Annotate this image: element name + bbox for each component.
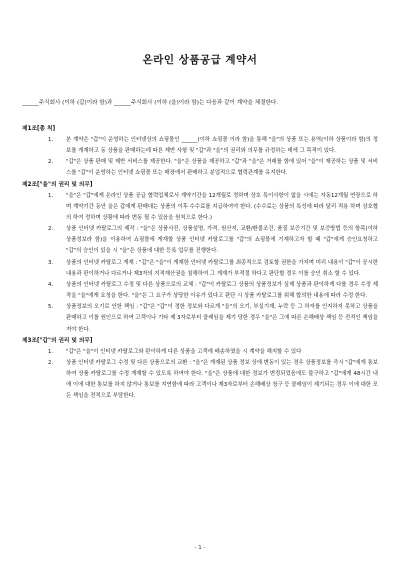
clause-item [22,302,378,335]
clause-text: 상품정보의 오기로 인한 책임 : "갑"은 "갑"이 정한 정보와 다르게 "을"의 오기, 부실기재, 누락 등 그 하자를 인지하지 못하고 상품을 판매하고 이를 원인으로 하여 고객이나 기타 제 3자로부터 클레임을 제기 당한 경우 "을"은 그에 따른 손해배상 책임 등 전적인 책임을 져야 한다. [66,304,378,333]
clause-item [22,157,378,179]
clause-text: "을"은 "갑"에게 온라인 상품 공급 협력업체로서 계약기간을 12개월로 정하며 상호 특이사항이 없을 시에는 자동12개월 연장으로 하며 계약기간 동안 을은 갑에게 판매대는 상품의 이후 수수료를 지급하여야 한다. (수수료는 상품의 특성에 따라 달리 적용 하며 상호협의 하여 정하며 상황에 따라 변동 될 수 있음을 원칙으로 한다.) [66,192,378,221]
page-number: - 1 - [194,545,206,551]
clause-text: 본 계약은 "갑"이 운영하는 인터넷상의 쇼핑몰인 ______(이하 쇼핑몰 이라 함)을 통해 "을"의 상품 또는 용역(이하 상품이라 함)의 정보를 게재하고 동 상품을 판매하는데 따른 제반 사항 및 "갑"과 "을"의 권리와 의무를 규정하는 데에 그 목적이 있다. [66,137,378,155]
clause-text: 상품의 인터넷 카탈로그 게재 : "갑"은 "을"이 게재한 인터넷 카탈로그를 최종적으로 검토할 권한을 가지며 미리 내용이 "갑"이 공시한 내용과 판이하거나 다르거나 제3자의 지적재산권을 침해하여 그 게재가 부적절 하다고 판단할 경우 이를 승인 취소 할 수 있다. [66,259,378,277]
clause-number: 2. [48,159,54,166]
contract-body [22,124,378,402]
document-title: 온라인 상품공급 계약서 [142,54,258,66]
clause-item [22,258,378,280]
clause-item [22,347,378,358]
clause-text: 상품 인터넷 카탈로그의 제작 : "을"은 상품사진, 상품설명, 가격, 원산지, 교환/환불조건, 품질 보증기간 및 보증방법 등의 항목(이하 상품정보라 함)을 이용하여 쇼핑몰에 게재할 상품 인터넷 카탈로그를 "갑"의 쇼핑몰에 기재하고자 할 때 "갑"에게 승인요청하고 "갑"의 승인이 있을 시 "을"은 상품에 대한 등록 업무를 진행한다. [66,226,378,255]
clause-text: "갑"은 상품 판매 및 제반 서비스를 제공한다. "을"은 상품을 제공하고 "갑"과 "을"은 거래를 함에 있어 "을"이 제공하는 상품 및 서비스를 "갑"이 운영하는 인터넷 쇼핑몰 또는 매장에서 판매하고 분업적으로 협력관계를 유지한다. [66,159,378,177]
clause-number: 1. [48,192,54,199]
intro-paragraph: ______주식회사 (이하 (갑)이라 함)과 ______주식회사 (이하 (을)이라 함)는 다음과 같이 계약을 체결한다. [22,100,279,106]
clause-text: "갑"은 "을"이 인터넷 카탈로그와 판이하게 다른 상품을 고객에 배송하였을 시 계약을 해지할 수 있다 [66,348,302,355]
article-heading: 제1조[총 칙] [22,126,56,132]
clause-number: 1. [48,137,54,143]
article-heading: 제2조["을"의 권리 및 의무] [22,181,93,188]
clause-item [22,280,378,302]
clause-item [22,358,378,403]
clause-number: 3. [48,259,54,266]
clause-number: 5. [48,304,54,311]
clause-item [22,224,378,257]
clause-item [22,191,378,224]
clause-item [22,135,378,157]
clause-number: 4. [48,281,54,288]
clause-text: 상품 인터넷 카탈로그 수정 및 다른 상품으로의 교환 : "을"은 게재된 상품 정보 상에 변동이 있는 경우 상품정보를 즉시 "갑"에게 통보하여 상품 카탈로그를 수정 게재할 수 있도록 하여야 한다. "을"은 상품에 대한 정보가 변경되었음에도 불구하고 "갑"에게 48시간 내에 이에 대한 통보를 하지 않거나 통보를 지연함에 따라 고객이나 제3자로부터 손해배상 청구 등 클레임이 제기되는 경우 이에 대한 모든 책임을 전적으로 부담한다. [66,359,378,400]
clause-number: 2. [48,226,54,233]
clause-number: 1. [48,348,54,355]
article-heading: 제3조["갑"의 권리 및 의무] [22,337,93,344]
clause-number: 2. [48,359,54,366]
clause-text: 상품의 인터넷 카탈로그 수정 및 다른 상품으로의 교체 : "갑"이 카탈로그 상품의 상품정보가 실제 상품과 판이하게 다를 경우 수정 제작을 "을"에게 요청을 한다. "을"은 그 요구가 상당한 이유가 있다고 판단 시 상품 카탈로그를 위해 합의한 내용에 따라 수정 한다. [66,281,378,300]
